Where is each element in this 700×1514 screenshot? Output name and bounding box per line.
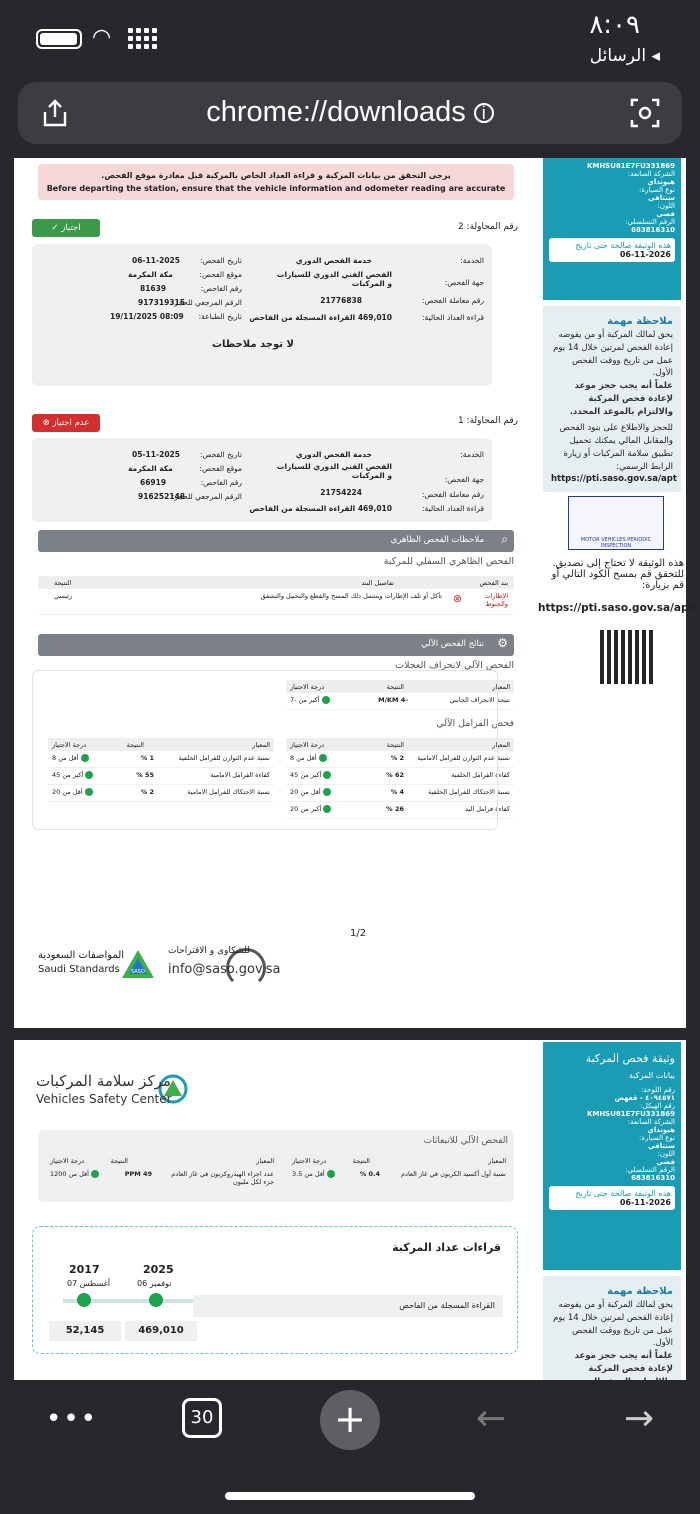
odo-value: 52,145: [49, 1321, 121, 1341]
cell-pass: أقل من 8: [290, 754, 317, 762]
svg-text:SASO: SASO: [131, 969, 145, 975]
side-panel: [538, 1040, 686, 1380]
cell-pass: أقل من 20: [290, 788, 321, 796]
cell-item: الإطارات والجنوط: [484, 592, 508, 608]
value: 916252148: [138, 492, 185, 501]
warning-banner: [38, 164, 514, 200]
label: نوع السيارة:: [639, 1134, 675, 1142]
col-header: النتيجة: [386, 741, 404, 749]
complaints-label: للشكاوى و الاقتراحات: [168, 946, 250, 956]
emission-table-left: [46, 1154, 278, 1193]
value: خدمة الفحص الدوري: [295, 256, 372, 265]
gear-icon: ⚙: [497, 636, 508, 650]
label: رقم الفاحص:: [200, 284, 242, 293]
odometer-box: [32, 1226, 518, 1354]
cell-std: نسبة أول أكسيد الكربون في غاز العادم: [401, 1170, 506, 1178]
odo-date: 06 نوفمبر: [137, 1279, 172, 1288]
value: الفحص الفني الدوري للسيارات و المركبات: [276, 462, 392, 480]
banner-en: Before departing the station, ensure that the vehicle information and odometer reading are accurate: [46, 183, 506, 193]
label: رقم الهيكل:: [640, 1102, 675, 1110]
label: موقع الفحص:: [199, 270, 242, 279]
fail-badge: ⊗ عدم اجتياز: [32, 414, 100, 432]
apt-link[interactable]: https://pti.saso.gov.sa/apt: [551, 474, 677, 485]
cell-res: 26 %: [386, 805, 404, 813]
col-header: المعيار: [492, 683, 510, 691]
table-row: [288, 1167, 510, 1184]
emission-title: الفحص الآلي للانبعاثات: [423, 1136, 508, 1146]
browser-toolbar: [0, 1380, 700, 1514]
status-bar: [0, 0, 700, 80]
url-text[interactable]: chrome://downloads i: [18, 96, 682, 129]
label: الخدمة:: [460, 450, 484, 459]
col-header: درجة الاجتياز: [290, 741, 325, 749]
label: الرقم المرجعي للحجز:: [171, 298, 242, 307]
value: الفحص الفني الدوري للسيارات و المركبات: [276, 270, 392, 288]
attempt-2-box: [32, 244, 492, 386]
side-panel: [538, 158, 694, 1028]
cell-std: نسبة الاحتكاك للفرامل الخلفية: [428, 788, 510, 796]
verify-text: هذه الوثيقة لا تحتاج إلى تصديق. للتحقق قم بمسح الكود التالي أو قم بزيارة:: [551, 558, 684, 591]
value: 469,010 القراءة المسجلة من الفاحص: [249, 313, 392, 322]
vehicle-card: [543, 1042, 681, 1270]
col-header: النتيجة: [110, 1157, 128, 1165]
odo-check-icon: [149, 1293, 163, 1307]
cell-pass: أكبر من 45: [290, 771, 322, 779]
page-main: [14, 158, 538, 1028]
label: نوع السيارة:: [639, 186, 675, 194]
table-header: [46, 1154, 278, 1167]
saso-name-ar: المواصفات السعودية: [38, 950, 125, 961]
col-header: تفاصيل البند: [361, 579, 394, 587]
signal-icon: [128, 28, 162, 50]
note-title: ملاحظة مهمة: [607, 316, 673, 327]
cell-res: 1 %: [140, 754, 154, 762]
cell-std: كفاءة فرامل اليد: [464, 805, 510, 813]
label: قراءة العداد الحالية:: [422, 504, 484, 513]
note-text: علماً أنه يجب حجز موعد لإعادة فحص المركبة: [574, 1351, 673, 1374]
value: ٤٠٩٤٥٧١ - قعهص: [614, 1094, 675, 1102]
verify-link[interactable]: https://pti.saso.gov.sa/apt: [538, 602, 694, 614]
inspection-stamp: MOTOR VEHICLES PERIODIC INSPECTION: [568, 496, 664, 550]
attempt-1-label: رقم المحاولة: 1: [457, 416, 518, 426]
label: رقم معاملة الفحص:: [421, 490, 484, 499]
new-tab-button[interactable]: +: [320, 1390, 380, 1450]
value: KMHSU81E7FU331869: [586, 1110, 675, 1118]
col-header: النتيجة: [126, 741, 144, 749]
label: الشركة الصانعة:: [627, 1118, 675, 1126]
label: تاريخ الفحص:: [199, 450, 242, 459]
pass-icon: [91, 1170, 99, 1178]
cell-res: 0.4 %: [359, 1170, 380, 1178]
value: 05-11-2025: [132, 450, 180, 459]
value: خدمة الفحص الدوري: [295, 450, 372, 459]
table-header: [288, 1154, 510, 1167]
cell-res: 2 %: [390, 754, 404, 762]
value: مكة المكرمة: [128, 464, 173, 473]
odo-row-label: القراءة المسجلة من الفاحص: [193, 1295, 503, 1317]
value: سنتافي: [648, 194, 675, 202]
col-header: المعيار: [252, 741, 270, 749]
no-notes-text: لا توجد ملاحظات: [212, 339, 294, 350]
table-header: [38, 576, 514, 589]
alignment-title: الفحص الآلي لانحراف العجلات: [395, 660, 514, 671]
search-icon: ⌕: [501, 532, 508, 546]
visual-table: [38, 576, 514, 615]
banner-ar: يرجى التحقق من بيانات المركبة و قراءة العداد الخاص بالمركبة قبل مغادرة موقع الفحص.: [101, 171, 451, 180]
value: 683816310: [631, 1174, 675, 1182]
pdf-page-2: [14, 1040, 686, 1380]
value: سنتافي: [648, 1142, 675, 1150]
contact-email[interactable]: info@saso.gov.sa: [168, 962, 281, 977]
vsc-name-ar: مركز سلامة المركبات: [36, 1072, 171, 1090]
odo-date: 07 أغسطس: [67, 1279, 111, 1288]
cell-pass: أكبر من 20: [290, 805, 322, 813]
back-to-app-link[interactable]: الرسائل ◂: [589, 46, 660, 66]
value: 08:09 19/11/2025: [110, 312, 184, 321]
value: فضي: [656, 1158, 675, 1166]
cell-res: 62 %: [386, 771, 404, 779]
validity-box: هذه الوثيقة صالحة حتى تاريخ 06-11-2026: [549, 1186, 675, 1210]
auto-section-frame: [32, 670, 498, 830]
cell-pass: أكبر من 45: [52, 771, 84, 779]
value: فضي: [656, 210, 675, 218]
value: مكة المكرمة: [128, 270, 173, 279]
odo-year: 2025: [143, 1263, 174, 1276]
label: تاريخ الطباعة:: [198, 312, 242, 321]
emission-box: [38, 1130, 514, 1202]
page-main: [14, 1040, 538, 1380]
value: 21754224: [320, 488, 362, 497]
label: الخدمة:: [460, 256, 484, 265]
col-header: بند الفحص: [479, 579, 508, 587]
pass-badge: ✓ اجتياز: [32, 219, 100, 237]
cell-std: نسبة الاحتكاك للفرامل الامامية: [187, 788, 270, 796]
value: هيونداي: [647, 178, 675, 186]
table-row: [38, 589, 514, 615]
note-text: علماً أنه يجب حجز موعد لإعادة فحص المركبة والالتزام بالموعد المحدد.: [569, 381, 673, 417]
back-arrow-icon[interactable]: ←: [476, 1398, 507, 1439]
cell-res: 49 PPM: [124, 1170, 152, 1178]
odo-check-icon: [77, 1293, 91, 1307]
important-note: [543, 1276, 681, 1380]
cell-pass: أكبر من -7: [290, 696, 320, 704]
value: 81639: [140, 284, 167, 293]
value: 683816310: [631, 226, 675, 234]
cell-std: كفاءة الفرامل الامامية: [210, 771, 270, 779]
tab-switcher-button[interactable]: 30: [182, 1398, 222, 1438]
cell-pass: أقل من 20: [52, 788, 83, 796]
cell-detail: تآكل أو تلف الإطارات ويشمل ذلك المسح والقطع والتحبيل والتشقق: [260, 592, 442, 600]
chassis-value: KMHSU81E7FU331869: [586, 162, 675, 170]
vehicle-card: [543, 158, 681, 300]
label: الشركة الصانعة:: [627, 170, 675, 178]
note-text: يحق لمالك المركبة أو من يفوضه إعادة الفحص لمرتين خلال 14 يوم عمل من تاريخ ووقت الفحص الأول.: [553, 330, 673, 379]
pdf-page-1: [14, 158, 694, 1028]
cell-result: رئيسي: [54, 592, 73, 600]
value: 66919: [140, 478, 167, 487]
value: 06-11-2025: [132, 256, 180, 265]
col-header: المعيار: [492, 741, 510, 749]
cell-std: عدد اجزاء الهيدروكربون في غاز العادم جزء لكل مليون: [171, 1170, 274, 1186]
label: الرقم المرجعي للحجز:: [171, 492, 242, 501]
status-time: ٨:٠٩: [589, 10, 640, 40]
visual-sub-title: الفحص الظاهري السفلي للمركبة: [383, 556, 514, 567]
battery-icon: [36, 29, 82, 49]
info-icon[interactable]: i: [474, 103, 494, 123]
cell-std: كفاءة الفرامل الخلفية: [451, 771, 510, 779]
value: 21776838: [320, 296, 362, 305]
visual-inspection-header: ملاحظات الفحص الظاهري ⌕: [38, 530, 514, 552]
label: رقم اللوحة:: [640, 1086, 675, 1094]
qr-code[interactable]: [600, 630, 654, 684]
cell-res: 55 %: [136, 771, 154, 779]
label: جهة الفحص:: [444, 475, 484, 484]
odo-value: 469,010: [125, 1321, 197, 1341]
col-header: النتيجة: [54, 579, 72, 587]
cell-pass: أقل من 3.5: [292, 1170, 325, 1178]
cell-res: 4 %: [390, 788, 404, 796]
col-header: المعيار: [256, 1157, 274, 1165]
col-header: النتيجة: [386, 683, 404, 691]
label: اللون:: [657, 1150, 675, 1158]
vsc-name-en: Vehicles Safety Center: [36, 1092, 172, 1106]
label: تاريخ الفحص:: [199, 256, 242, 265]
col-header: درجة الاجتياز: [52, 741, 87, 749]
value: 917319315: [138, 298, 185, 307]
note-text: للحجز والاطلاع على بنود الفحص والمقابل المالي يمكنك تحميل تطبيق سلامة المركبات أو زيارة الرابط الرسمي:: [559, 423, 673, 472]
forward-arrow-icon[interactable]: →: [624, 1398, 655, 1439]
col-header: المعيار: [488, 1157, 506, 1165]
cell-std: نسبة عدم التوازن للفرامل الامامية: [417, 754, 510, 762]
emission-table-right: [288, 1154, 510, 1184]
brake-title: فحص الفرامل الآلي: [436, 718, 514, 729]
col-header: درجة الاجتياز: [290, 683, 325, 691]
page-number: 1/2: [350, 928, 367, 939]
cell-pass: أقل من 8: [52, 754, 79, 762]
attempt-2-label: رقم المحاولة: 2: [457, 222, 518, 232]
col-header: درجة الاجتياز: [50, 1157, 85, 1165]
table-row: [46, 1167, 278, 1193]
card-title: وثيقة فحص المركبة: [585, 1052, 675, 1065]
label: اللون:: [657, 202, 675, 210]
address-bar[interactable]: [18, 82, 682, 144]
cell-res: 2 %: [140, 788, 154, 796]
saso-name-en: Saudi Standards: [38, 964, 120, 975]
label: قراءة العداد الحالية:: [422, 313, 484, 322]
cell-pass: أقل من 1200: [50, 1170, 89, 1178]
camera-search-icon[interactable]: [628, 96, 662, 130]
saso-logo: [120, 948, 156, 982]
label: رقم معاملة الفحص:: [421, 296, 484, 305]
label: موقع الفحص:: [199, 464, 242, 473]
validity-box: هذه الوثيقة صالحة حتى تاريخ 06-11-2026: [549, 238, 675, 262]
label: جهة الفحص:: [444, 278, 484, 287]
value: هيونداي: [647, 1126, 675, 1134]
important-note: [543, 306, 681, 492]
odo-year: 2017: [69, 1263, 100, 1276]
note-title: ملاحظة مهمة: [607, 1286, 673, 1297]
auto-inspection-header: نتائج الفحص الآلي ⚙: [38, 634, 514, 656]
attempt-1-box: [32, 438, 492, 522]
cell-std: نسبة عدم التوازن للفرامل الخلفية: [178, 754, 270, 762]
col-header: درجة الاجتياز: [292, 1157, 327, 1165]
label: الرقم التسلسلي:: [625, 1166, 675, 1174]
col-header: النتيجة: [352, 1157, 370, 1165]
more-menu-icon[interactable]: •••: [46, 1404, 99, 1434]
home-indicator[interactable]: [225, 1492, 475, 1500]
cell-res: -4 M/KM: [378, 696, 408, 704]
label: رقم الفاحص:: [200, 478, 242, 487]
cell-std: نتيجة الانحراف الجانبي: [449, 696, 510, 704]
value: 469,010 القراءة المسجلة من الفاحص: [249, 504, 392, 513]
odometer-title: قراءات عداد المركبة: [392, 1241, 501, 1254]
card-sub: بيانات المركبة: [628, 1071, 675, 1080]
label: الرقم التسلسلي:: [625, 218, 675, 226]
wifi-icon: ◠: [92, 25, 112, 50]
note-text: يحق لمالك المركبة أو من يفوضه إعادة الفحص لمرتين خلال 14 يوم عمل من تاريخ ووقت الفحص الأول.: [553, 1300, 673, 1349]
fail-icon: ⊗: [452, 592, 462, 605]
pass-icon: [327, 1170, 335, 1178]
